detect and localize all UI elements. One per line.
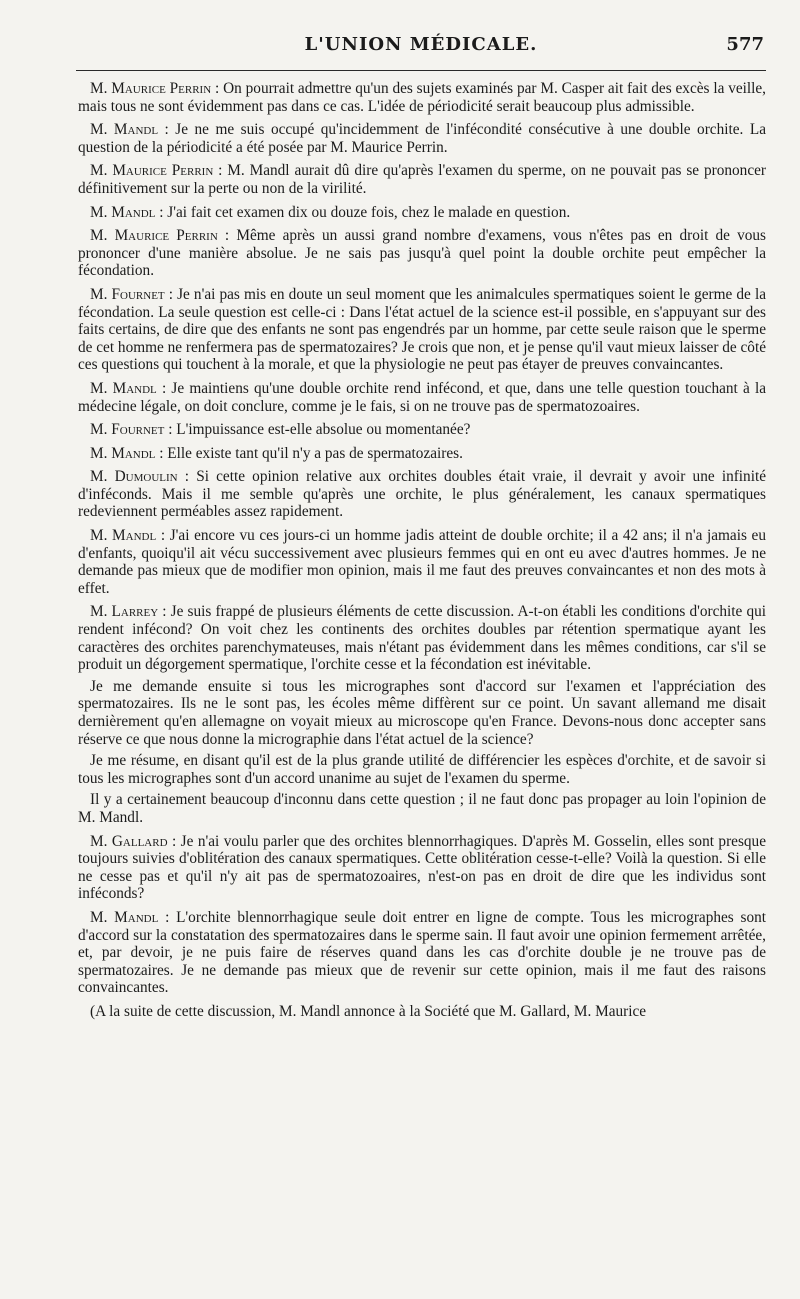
- speaker-name: M. Maurice Perrin :: [90, 227, 230, 245]
- paragraph-text: Il y a certainement beaucoup d'inconnu dans cette question ; il ne faut donc pas propager au loin l'opinion de M. Mandl.: [78, 791, 766, 826]
- paragraph: [78, 286, 766, 374]
- page-footer: [76, 1265, 766, 1279]
- paragraph-text: J'ai encore vu ces jours-ci un homme jadis atteint de double orchite; il a 42 ans; il n'a jamais eu d'enfants, quoiqu'il ait vécu successivement avec plusieurs femmes qui en ont eu avec d'autres hommes. Je ne demande pas mieux que de modifier mon opinion, mais il me faut des preuves convaincantes et non des mots à effet.: [78, 527, 766, 597]
- paragraph: [78, 678, 766, 748]
- speaker-name: M. Mandl :: [90, 203, 164, 221]
- speaker-name: M. Fournet :: [90, 421, 173, 439]
- speaker-name: M. Mandl :: [90, 444, 164, 462]
- paragraph-text: Je suis frappé de plusieurs éléments de cette discussion. A-t-on établi les conditions d'orchite qui rendent infécond? On voit chez les continents des orchites doubles par rétention spermatique ayant les caractères des orchites parenchymateuses, mais n'étant pas évidemment dans les mêmes conditions, car s'il se produit un dégorgement spermatique, l'orchite cesse et la fécondation est inévitable.: [78, 603, 767, 674]
- paragraph: [78, 603, 766, 673]
- paragraph-text: M. Mandl aurait dû dire qu'après l'examen du sperme, on ne pouvait pas se prononcer définitivement sur la perte ou non de la virilité.: [78, 162, 766, 197]
- paragraph: [78, 468, 766, 521]
- paragraph: [78, 527, 766, 597]
- running-title: L'UNION MÉDICALE.: [304, 34, 538, 55]
- paragraph: [78, 204, 766, 222]
- paragraph: [78, 752, 766, 787]
- header-rule: [76, 70, 766, 71]
- speaker-name: M. Maurice Perrin :: [90, 80, 220, 97]
- paragraph-text: L'orchite blennorrhagique seule doit entrer en ligne de compte. Tous les micrographes sont d'accord sur la constatation des spermatozaires dans le sperme sain. Il faut avoir une opinion fermement arrêtée, et, par devoir, je ne puis faire de réserves quand dans les cas d'orchite double je ne trouve pas de spermatozaires. Je ne demande pas mieux que de revenir sur cette opinion, mais il me faut des raisons convaincantes.: [78, 908, 766, 997]
- paragraph: [78, 80, 766, 115]
- speaker-name: M. Fournet :: [90, 285, 173, 303]
- paragraph-text: Même après un aussi grand nombre d'examens, vous n'êtes pas en droit de vous prononcer d'une manière absolue. Je ne sais pas jusqu'à quel point la double orchite peut empêcher la fécondation.: [78, 227, 766, 280]
- paragraph: [78, 909, 766, 997]
- speaker-name: M. Mandl :: [90, 379, 167, 397]
- paragraph: [78, 380, 766, 415]
- paragraph-text: Je me résume, en disant qu'il est de la plus grande utilité de différencier les espèces d'orchite, et de savoir si tous les micrographes sont d'un accord unanime au sujet de l'examen du sperme.: [78, 752, 766, 787]
- paragraph-text: Je maintiens qu'une double orchite rend infécond, et que, dans une telle question touchant à la médecine légale, on doit conclure, comme je le fais, si on ne trouve pas de spermatozoaires.: [78, 379, 766, 415]
- speaker-name: M. Mandl :: [90, 908, 170, 926]
- speaker-name: M. Mandl :: [90, 121, 169, 139]
- paragraph-text: Je n'ai voulu parler que des orchites blennorrhagiques. D'après M. Gosselin, elles sont presque toujours suivies d'oblitération des canaux spermatiques. Cette oblitération cesse-t-elle? Voilà la question. Si elle ne cesse pas et qu'il n'y ait pas de spermatozoaires, n'est-on pas en droit de dire que les individus sont inféconds?: [78, 832, 766, 903]
- paragraph-text: (A la suite de cette discussion, M. Mandl annonce à la Société que M. Gallard, M. Maurice: [90, 1002, 647, 1020]
- paragraph-text: Je me demande ensuite si tous les micrographes sont d'accord sur l'examen et l'appréciation des spermatozaires. Ils ne le sont pas, les écoles même diffèrent sur ce point. Un savant allemand me disait dernièrement qu'en allemagne on voyait mieux au microscope qu'en France. Devons-nous donc accepter sans réserve ce que nous donne la micrographie dans l'état actuel de la science?: [78, 677, 766, 748]
- paragraph: [78, 1003, 766, 1021]
- paragraph-text: Je n'ai pas mis en doute un seul moment que les animalcules spermatiques soient le germe de la fécondation. La seule question est celle-ci : Dans l'état actuel de la science est-il possible, en s'appuyant sur des faits certains, de dire que des enfants ne sont pas engendrés par un homme, par cette seule raison que le sperme de cet homme ne renfermera pas de spermatozaires? Je crois que non, et je pense qu'il vaut mieux laisser de côté ces questions qui touchent à la morale, et que la physiologie ne peut pas étayer de preuves convaincantes.: [78, 285, 766, 374]
- paragraph: [78, 121, 766, 156]
- paragraph: [78, 421, 766, 439]
- page-number: 577: [726, 34, 764, 55]
- paragraph: [78, 162, 766, 197]
- paragraph-text: Je ne me suis occupé qu'incidemment de l'infécondité consécutive à une double orchite. La question de la périodicité a été posée par M. Maurice Perrin.: [78, 121, 766, 156]
- speaker-name: M. Mandl :: [90, 527, 166, 545]
- paragraph-text: Elle existe tant qu'il n'y a pas de spermatozaires.: [163, 444, 463, 462]
- paragraph-text: J'ai fait cet examen dix ou douze fois, chez le malade en question.: [163, 203, 571, 221]
- paragraph: [78, 445, 766, 463]
- paragraph: [78, 833, 766, 903]
- paragraph-text: On pourrait admettre qu'un des sujets examinés par M. Casper ait fait des excès la veille, mais tous ne sont évidemment pas dans ce cas. L'idée de périodicité serait beaucoup plus admissible.: [78, 80, 767, 115]
- paragraph-text: L'impuissance est-elle absolue ou momentanée?: [172, 421, 471, 439]
- paragraph-text: Si cette opinion relative aux orchites doubles était vraie, il devrait y avoir une infinité d'inféconds. Mais il me semble qu'après une orchite, le plus généralement, les canaux spermatiques redeviennent perméables assez rapidement.: [78, 468, 766, 521]
- paragraph: [78, 227, 766, 280]
- article-body: [78, 80, 766, 1027]
- speaker-name: M. Larrey :: [90, 603, 167, 621]
- speaker-name: M. Dumoulin :: [90, 468, 190, 486]
- page-header: [76, 30, 766, 64]
- paragraph: [78, 791, 766, 826]
- speaker-name: M. Gallard :: [90, 832, 177, 850]
- speaker-name: M. Maurice Perrin :: [90, 162, 223, 180]
